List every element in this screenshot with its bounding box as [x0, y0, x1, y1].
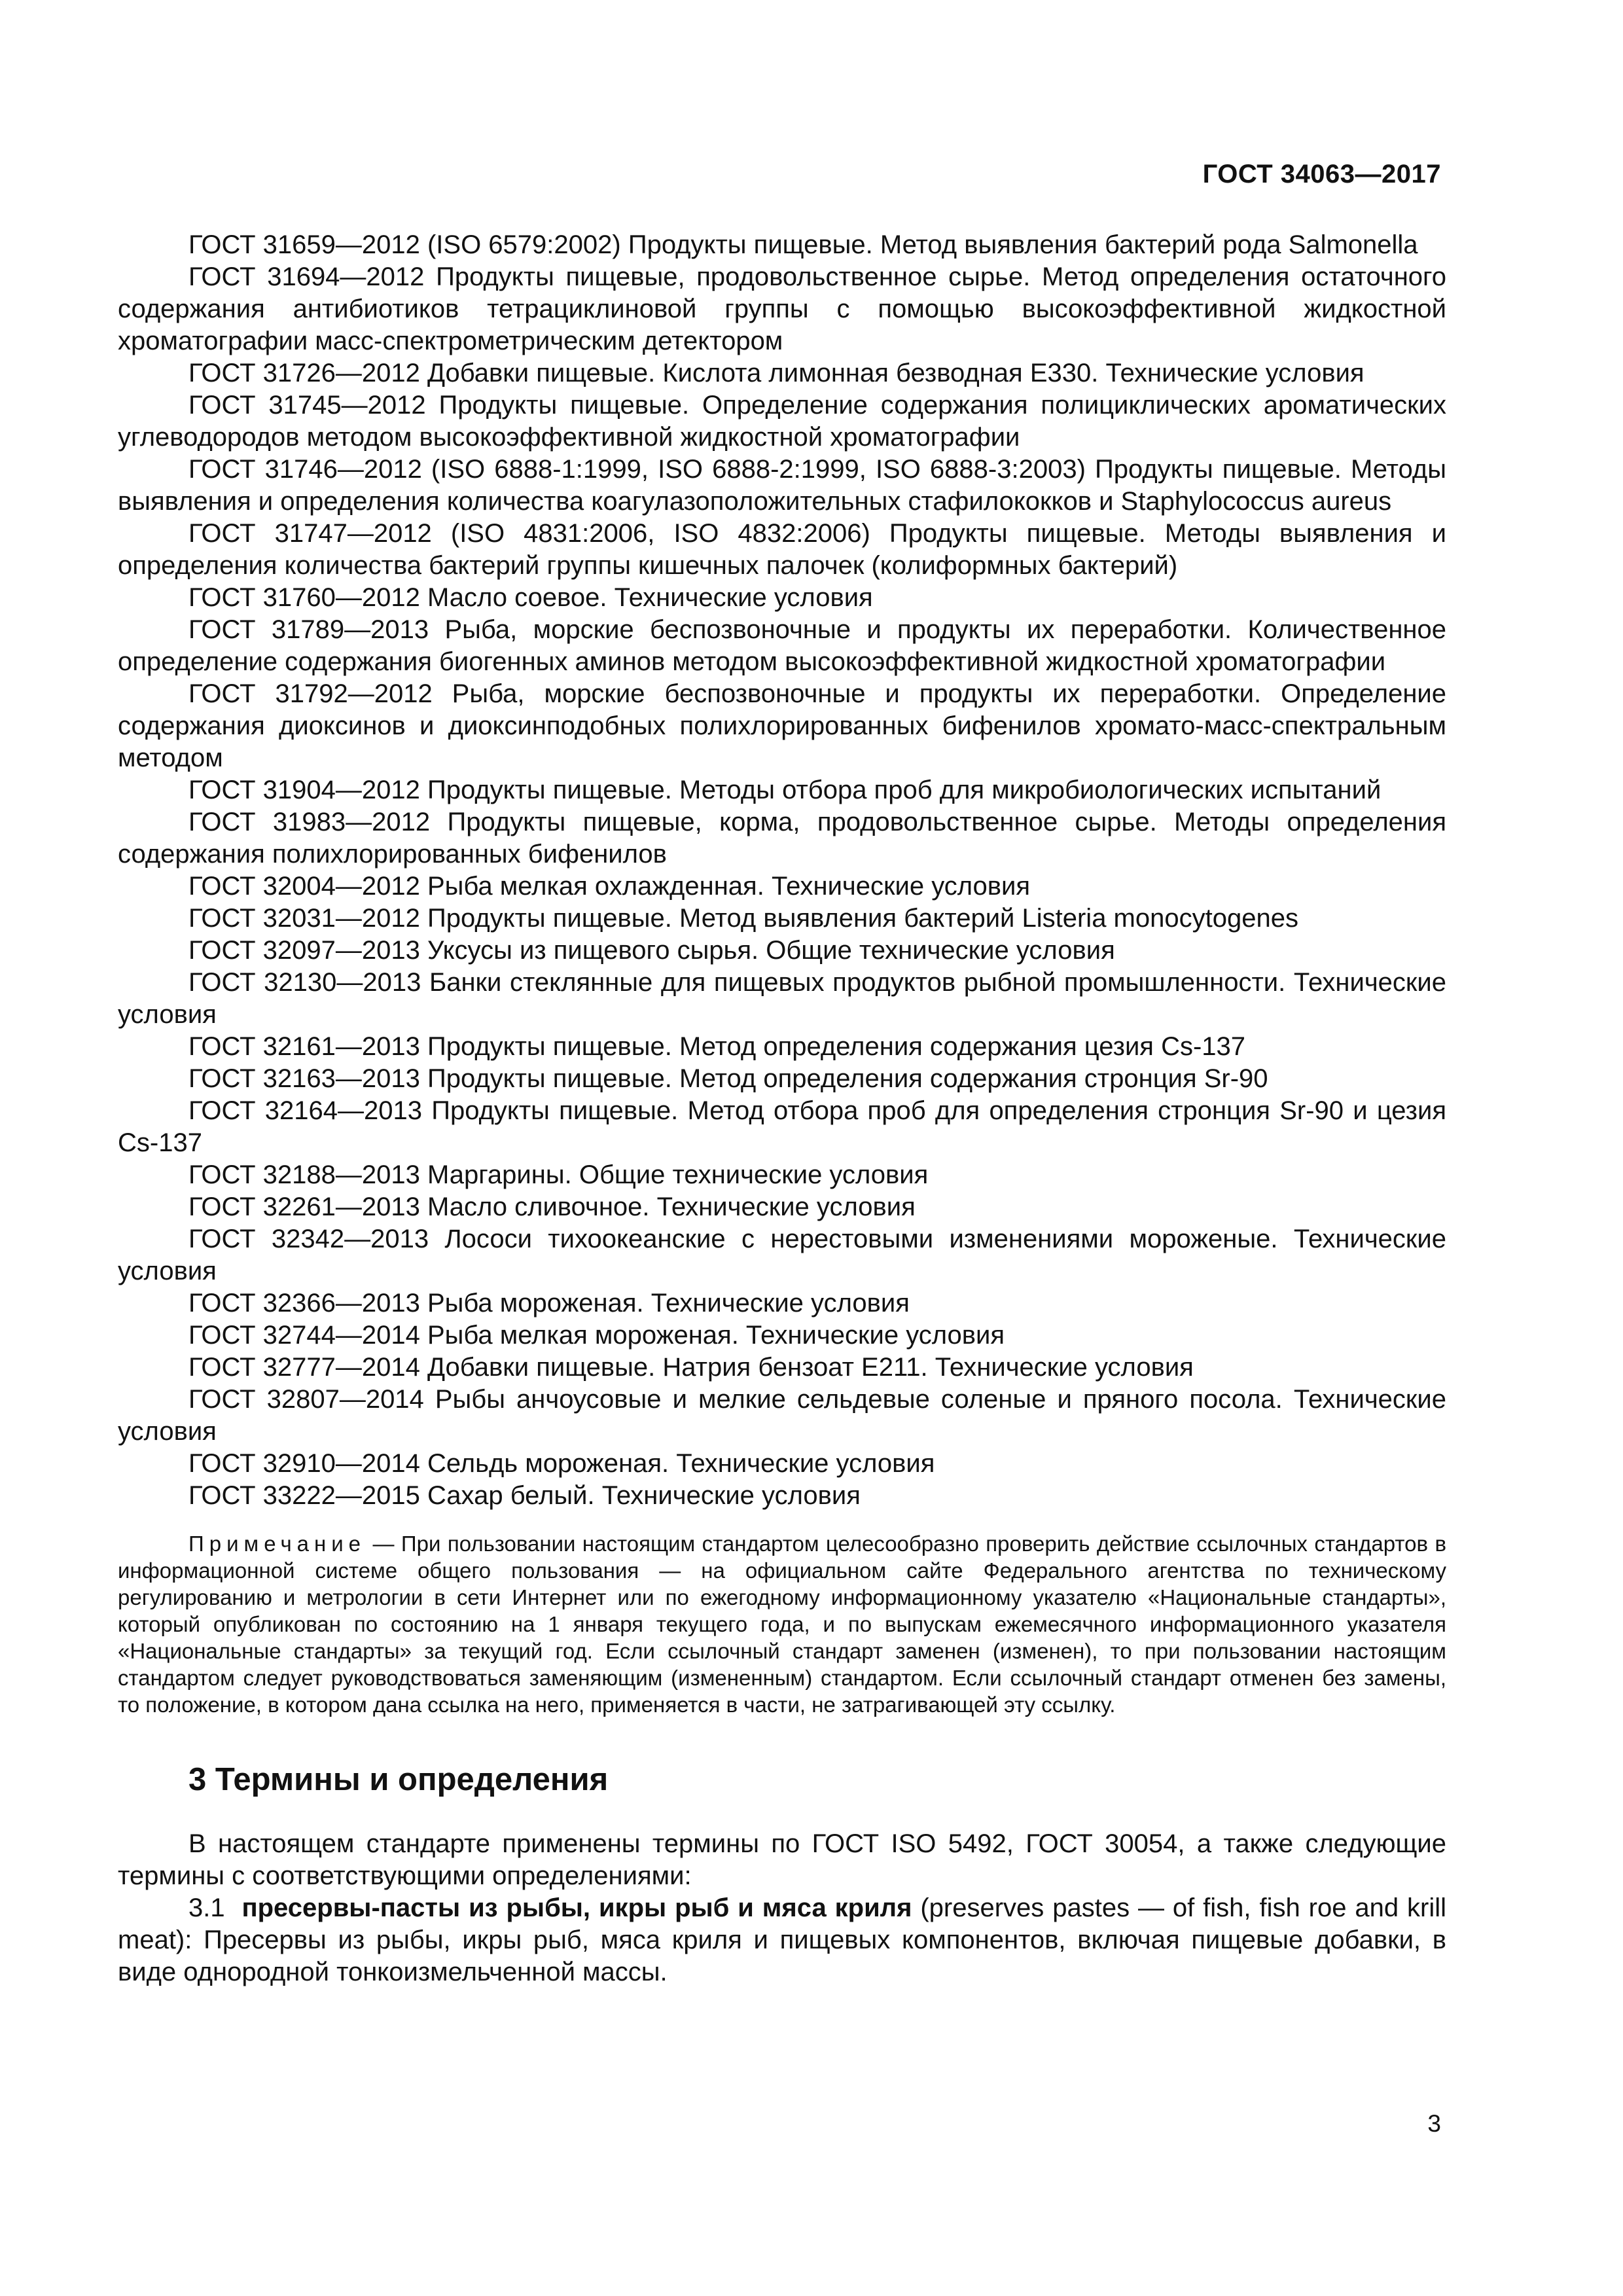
reference-item: ГОСТ 31746—2012 (ISO 6888-1:1999, ISO 6888-2:1999, ISO 6888-3:2003) Продукты пищевые. Методы выявления и определения количества коагулазоположительных стафилококков и Staphylococcus aureus	[118, 455, 1446, 516]
reference-item: ГОСТ 32261—2013 Масло сливочное. Технические условия	[188, 1193, 916, 1221]
reference-item: ГОСТ 32366—2013 Рыба мороженая. Технические условия	[188, 1289, 910, 1318]
terms-section	[118, 1828, 1446, 1988]
reference-item: ГОСТ 32031—2012 Продукты пищевые. Метод выявления бактерий Listeria monocytogenes	[188, 904, 1298, 933]
reference-item: ГОСТ 31789—2013 Рыба, морские беспозвоночные и продукты их переработки. Количественное определение содержания биогенных аминов методом высокоэффективной жидкостной хроматографии	[118, 615, 1446, 676]
note-paragraph	[118, 1530, 1446, 1718]
term-number: 3.1	[188, 1893, 225, 1922]
reference-item: ГОСТ 32164—2013 Продукты пищевые. Метод отбора проб для определения стронция Sr-90 и цезия Cs-137	[118, 1096, 1446, 1157]
reference-item: ГОСТ 32004—2012 Рыба мелкая охлажденная. Технические условия	[188, 872, 1031, 901]
reference-item: ГОСТ 32163—2013 Продукты пищевые. Метод определения содержания стронция Sr-90	[188, 1064, 1268, 1093]
reference-item: ГОСТ 31747—2012 (ISO 4831:2006, ISO 4832:2006) Продукты пищевые. Методы выявления и определения количества бактерий группы кишечных палочек (колиформных бактерий)	[118, 519, 1446, 580]
reference-item: ГОСТ 32130—2013 Банки стеклянные для пищевых продуктов рыбной промышленности. Технические условия	[118, 968, 1446, 1029]
note-text: — При пользовании настоящим стандартом целесообразно проверить действие ссылочных стандартов в информационной системе общего пользования — на официальном сайте Федерального агентства по техническому регулированию и метрологии в сети Интернет или по ежегодному информационному указателю «Национальные стандарты», который опубликован по состоянию на 1 января текущего года, и по выпускам ежемесячного информационного указателя «Национальные стандарты» за текущий год. Если ссылочный стандарт заменен (изменен), то при пользовании настоящим стандартом следует руководствоваться заменяющим (измененным) стандартом. Если ссылочный стандарт отменен без замены, то положение, в котором дана ссылка на него, применяется в части, не затрагивающей эту ссылку.	[118, 1532, 1446, 1717]
term-entry	[118, 1892, 1446, 1988]
normative-references-list	[118, 229, 1446, 1512]
reference-item: ГОСТ 31983—2012 Продукты пищевые, корма, продовольственное сырье. Методы определения содержания полихлорированных бифенилов	[118, 808, 1446, 869]
reference-item: ГОСТ 31745—2012 Продукты пищевые. Определение содержания полициклических ароматических углеводородов методом высокоэффективной жидкостной хроматографии	[118, 391, 1446, 452]
reference-item: ГОСТ 31904—2012 Продукты пищевые. Методы отбора проб для микробиологических испытаний	[188, 776, 1382, 804]
term-definition: (preserves pastes — of fish, fish roe and krill meat): Пресервы из рыбы, икры рыб, мяса криля и пищевых компонентов, включая пищевые добавки, в виде однородной тонкоизмельченной массы.	[118, 1893, 1446, 1986]
term-name: пресервы-пасты из рыбы, икры рыб и мяса криля	[241, 1893, 912, 1922]
reference-item: ГОСТ 32097—2013 Уксусы из пищевого сырья. Общие технические условия	[188, 936, 1115, 965]
reference-item: ГОСТ 31760—2012 Масло соевое. Технические условия	[188, 583, 873, 612]
page-number: 3	[1427, 2110, 1441, 2137]
terms-intro: В настоящем стандарте применены термины по ГОСТ ISO 5492, ГОСТ 30054, а также следующие термины с соответствующими определениями:	[118, 1829, 1446, 1890]
reference-item: ГОСТ 31659—2012 (ISO 6579:2002) Продукты пищевые. Метод выявления бактерий рода Salmonella	[188, 230, 1418, 259]
reference-item: ГОСТ 31792—2012 Рыба, морские беспозвоночные и продукты их переработки. Определение содержания диоксинов и диоксинподобных полихлорированных бифенилов хромато-масс-спектральным методом	[118, 679, 1446, 772]
reference-item: ГОСТ 32807—2014 Рыбы анчоусовые и мелкие сельдевые соленые и пряного посола. Технические условия	[118, 1385, 1446, 1446]
reference-item: ГОСТ 32188—2013 Маргарины. Общие технические условия	[188, 1160, 929, 1189]
reference-item: ГОСТ 31726—2012 Добавки пищевые. Кислота лимонная безводная Е330. Технические условия	[188, 359, 1364, 387]
reference-item: ГОСТ 32910—2014 Сельдь мороженая. Технические условия	[188, 1449, 935, 1478]
reference-item: ГОСТ 32161—2013 Продукты пищевые. Метод определения содержания цезия Cs-137	[188, 1032, 1246, 1061]
section-heading: 3 Термины и определения	[188, 1762, 609, 1797]
reference-item: ГОСТ 32744—2014 Рыба мелкая мороженая. Технические условия	[188, 1321, 1005, 1350]
page-content	[118, 229, 1446, 1988]
document-designation: ГОСТ 34063—2017	[1202, 160, 1441, 188]
reference-item: ГОСТ 32342—2013 Лососи тихоокеанские с нерестовыми изменениями мороженые. Технические условия	[118, 1225, 1446, 1285]
reference-item: ГОСТ 32777—2014 Добавки пищевые. Натрия бензоат Е211. Технические условия	[188, 1353, 1194, 1382]
note-label: Примечание	[188, 1532, 366, 1556]
reference-item: ГОСТ 33222—2015 Сахар белый. Технические условия	[188, 1481, 861, 1510]
reference-item: ГОСТ 31694—2012 Продукты пищевые, продовольственное сырье. Метод определения остаточного содержания антибиотиков тетрациклиновой группы с помощью высокоэффективной жидкостной хроматографии масс-спектрометрическим детектором	[118, 262, 1446, 355]
